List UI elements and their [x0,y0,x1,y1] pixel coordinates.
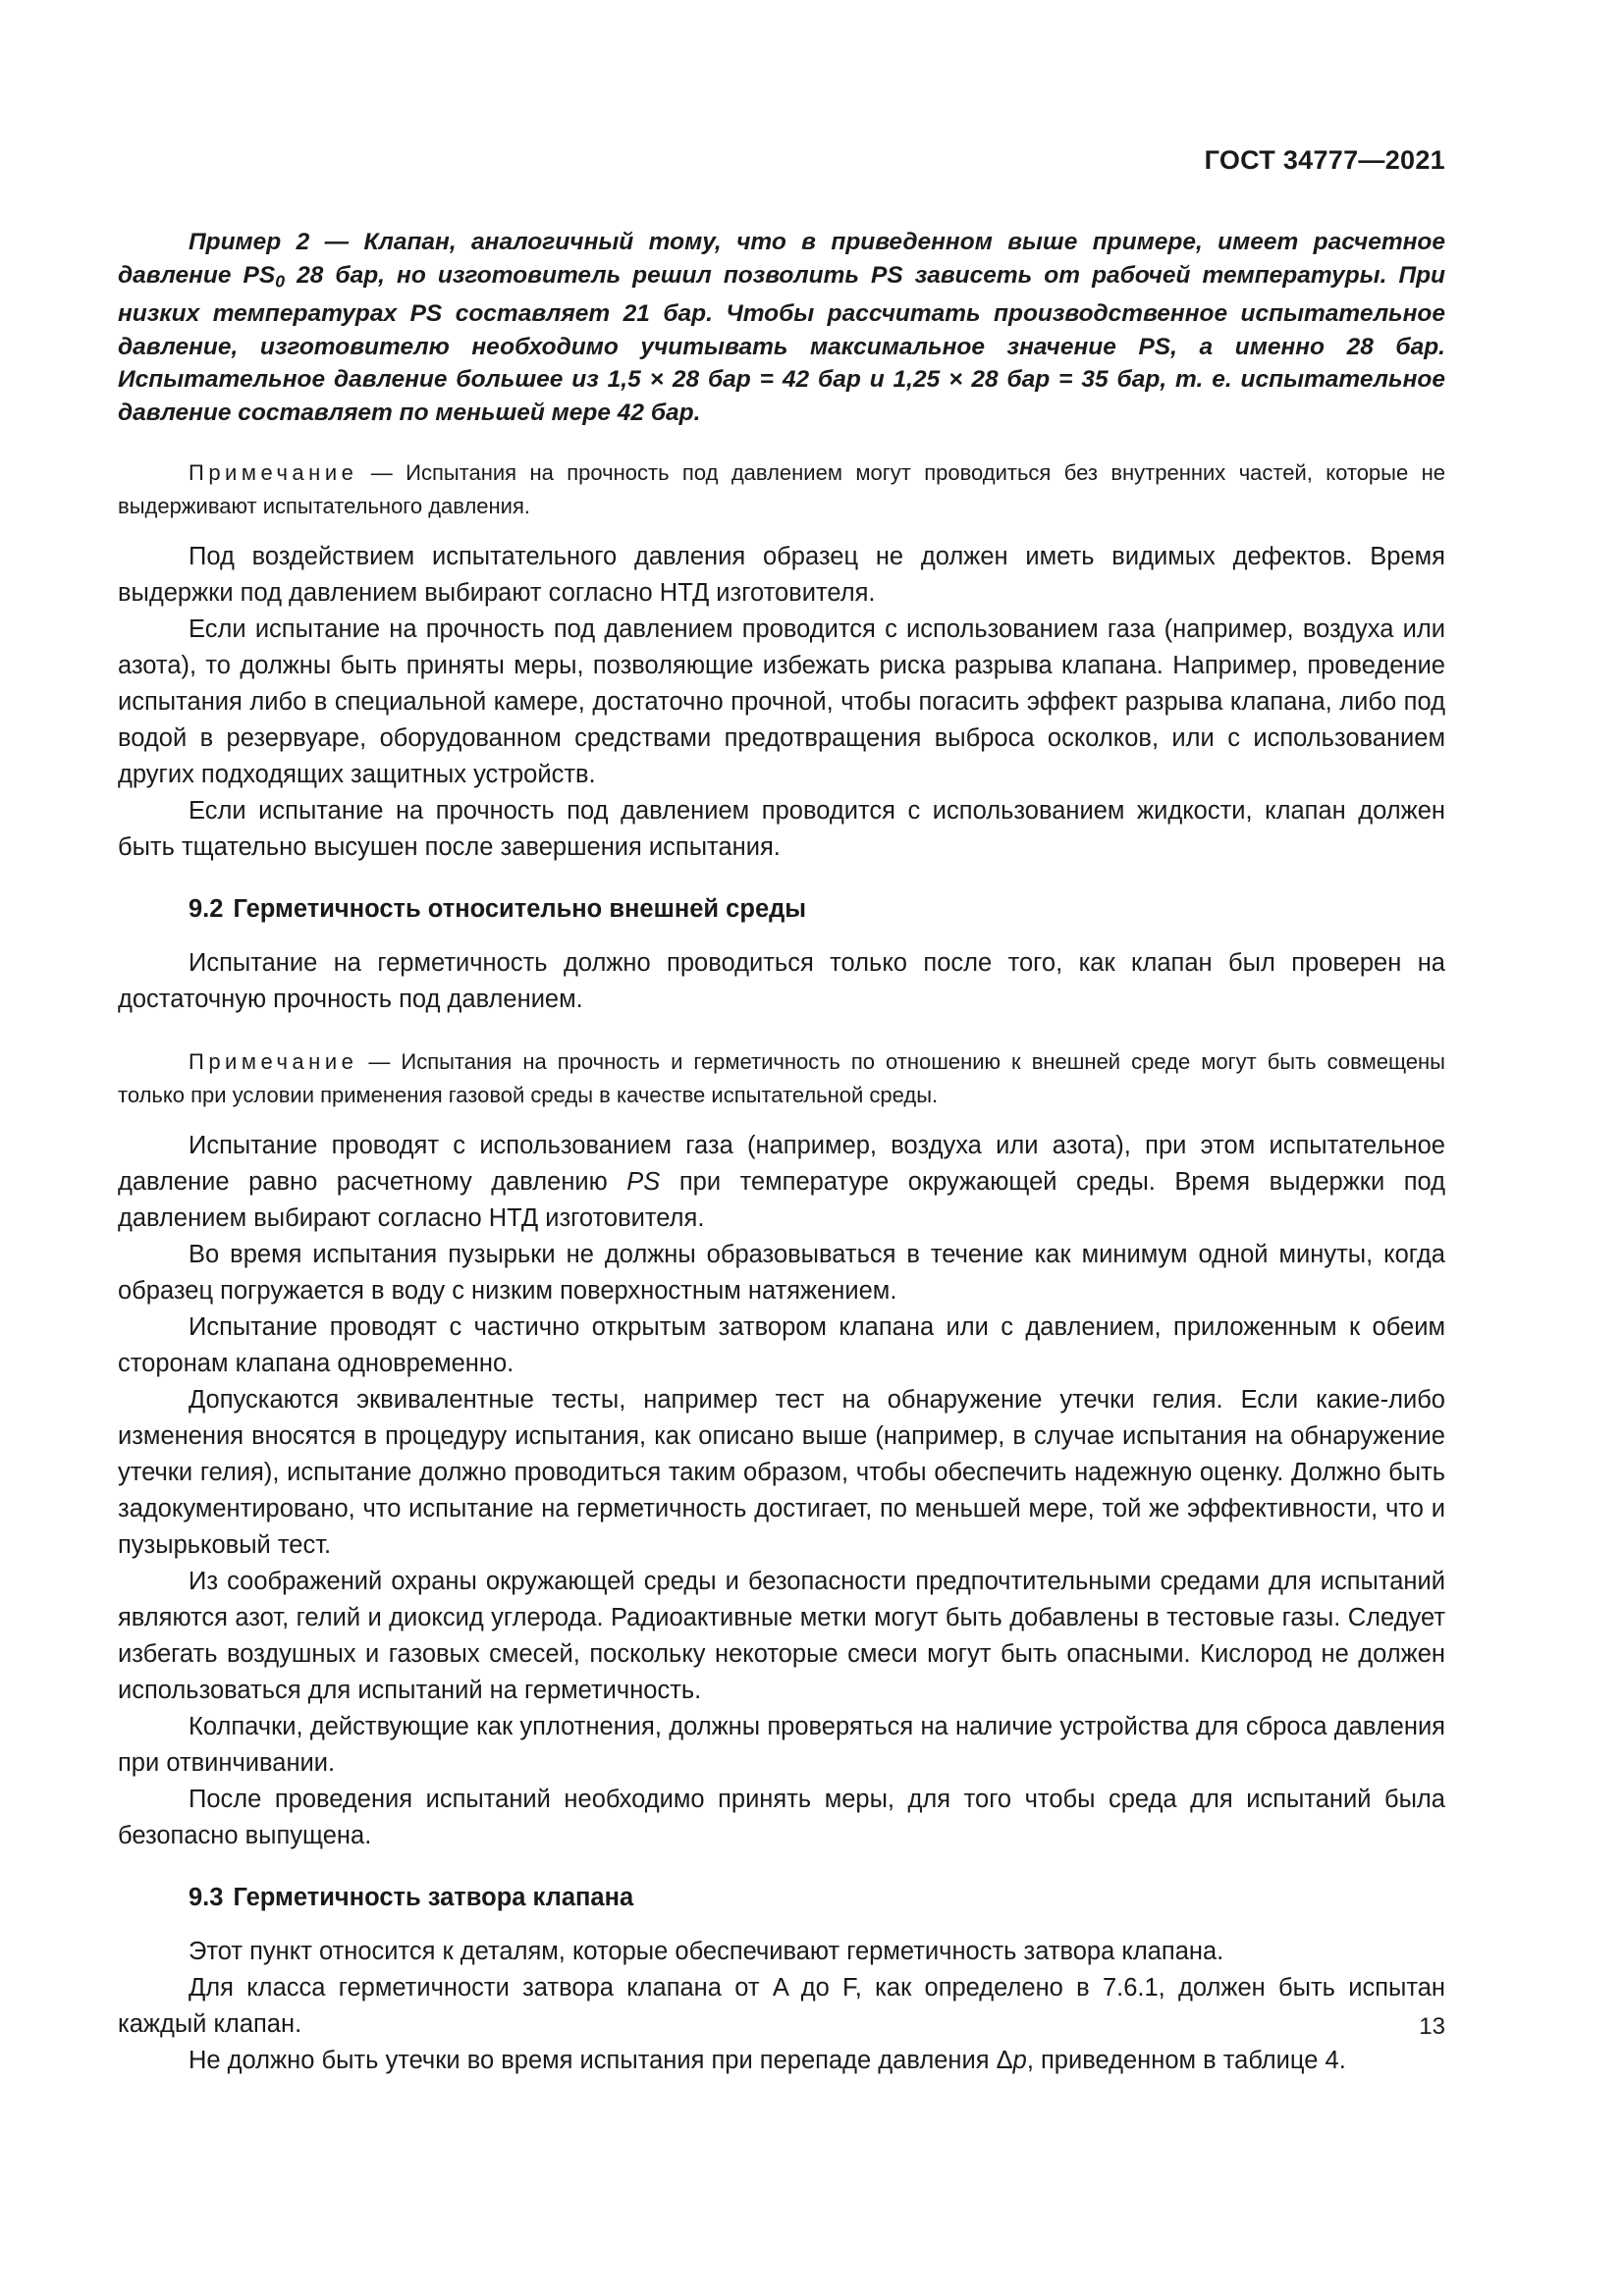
standard-designation: ГОСТ 34777—2021 [1204,145,1445,175]
paragraph: Не должно быть утечки во время испытания при перепаде давления Δp, приведенном в таблице 4. [189,2047,1346,2075]
section-heading-9-3 [118,1880,1445,1916]
paragraph: Этот пункт относится к деталям, которые обеспечивают герметичность затвора клапана. [189,1938,1224,1966]
paragraph: Если испытание на прочность под давлением проводится с использованием жидкости, клапан должен быть тщательно высушен после завершения испытания. [118,797,1445,862]
paragraph: Испытание проводят с использованием газа (например, воздуха или азота), при этом испытательное давление равно расчетному давлению PS при температуре окружающей среды. Время выдержки под давлением выбирают согласно НТД изготовителя. [118,1132,1445,1233]
section-heading-9-2 [118,891,1445,928]
page-number: 13 [1419,2013,1445,2040]
note-label: Примечание [189,460,358,486]
section-number: 9.3 [189,1884,224,1912]
paragraph: Допускаются эквивалентные тесты, например тест на обнаружение утечки гелия. Если какие-либо изменения вносятся в процедуру испытания, как описано выше (например, в случае испытания на обнаружение утечки гелия), испытание должно проводиться таким образом, чтобы обеспечить надежную оценку. Должно быть задокументировано, что испытание на герметичность достигает, по меньшей мере, той же эффективности, что и пузырьковый тест. [118,1386,1445,1560]
paragraph: Из соображений охраны окружающей среды и безопасности предпочтительными средами для испытаний являются азот, гелий и диоксид углерода. Радиоактивные метки могут быть добавлены в тестовые газы. Следует избегать воздушных и газовых смесей, поскольку некоторые смеси могут быть опасными. Кислород не должен использоваться для испытаний на герметичность. [118,1568,1445,1705]
paragraph: Испытание на герметичность должно проводиться только после того, как клапан был проверен на достаточную прочность под давлением. [118,949,1445,1014]
note-1: Примечание — Испытания на прочность под давлением могут проводиться без внутренних частей, которые не выдерживают испытательного давления. [118,460,1445,519]
section-number: 9.2 [189,895,224,924]
paragraph: Под воздействием испытательного давления образец не должен иметь видимых дефектов. Время выдержки под давлением выбирают согласно НТД изготовителя. [118,543,1445,608]
p-symbol: p [1012,2047,1027,2075]
note-2: Примечание — Испытания на прочность и герметичность по отношению к внешней среде могут быть совмещены только при условии применения газовой среды в качестве испытательной среды. [118,1049,1445,1108]
subscript: 0 [275,270,286,291]
paragraph: Если испытание на прочность под давлением проводится с использованием газа (например, воздуха или азота), то должны быть приняты меры, позволяющие избежать риска разрыва клапана. Например, проведение испытания либо в специальной камере, достаточно прочной, чтобы погасить эффект разрыва клапана, либо под водой в резервуаре, оборудованном средствами предотвращения выброса осколков, или с использованием других подходящих защитных устройств. [118,615,1445,789]
section-title: Герметичность затвора клапана [233,1884,634,1912]
document-page [118,0,1445,2296]
ps-symbol: PS [626,1168,661,1197]
document-body [118,226,1445,2079]
paragraph: После проведения испытаний необходимо принять меры, для того чтобы среда для испытаний была безопасно выпущена. [118,1786,1445,1850]
section-title: Герметичность относительно внешней среды [233,895,807,924]
paragraph: Колпачки, действующие как уплотнения, должны проверяться на наличие устройства для сброса давления при отвинчивании. [118,1713,1445,1778]
paragraph: Для класса герметичности затвора клапана от A до F, как определено в 7.6.1, должен быть испытан каждый клапан. [118,1974,1445,2039]
paragraph: Испытание проводят с частично открытым затвором клапана или с давлением, приложенным к обеим сторонам клапана одновременно. [118,1313,1445,1378]
paragraph: Во время испытания пузырьки не должны образовываться в течение как минимум одной минуты, когда образец погружается в воду с низким поверхностным натяжением. [118,1241,1445,1306]
note-label: Примечание [189,1049,358,1075]
example-2-paragraph: Пример 2 — Клапан, аналогичный тому, что в приведенном выше примере, имеет расчетное давление $PS_0$ 28 бар, но изготовитель решил позволить PS зависеть от рабочей температуры. При низких температурах PS составляет 21 бар. Чтобы рассчитать производственное испытательное давление, изготовителю необходимо учитывать максимальное значение PS, а именно 28 бар. Испытательное давление большее из 1,5 × 28 бар = 42 бар и 1,25 × 28 бар = 35 бар, т. е. испытательное давление составляет по меньшей мере 42 бар. [118,229,1445,426]
